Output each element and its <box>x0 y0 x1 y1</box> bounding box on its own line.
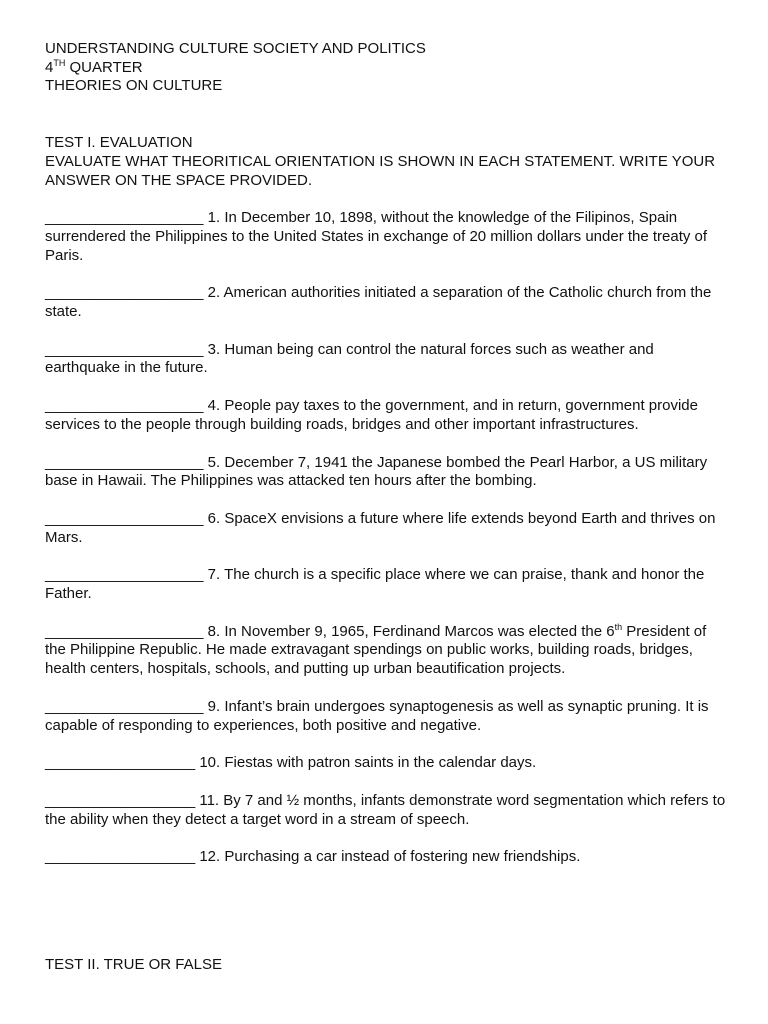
question-item <box>45 848 729 867</box>
test2-title: TEST II. TRUE OR FALSE <box>45 956 222 973</box>
quarter-word: QUARTER <box>65 58 143 76</box>
question-text: 11. By 7 and ½ months, infants demonstrate word segmentation which refers to the ability when they detect a target word in a stream of speech. <box>45 791 726 828</box>
answer-blank[interactable]: ___________________ <box>45 209 204 227</box>
spacer <box>45 190 729 209</box>
question-item <box>45 792 729 829</box>
topic-title: THEORIES ON CULTURE <box>45 77 223 95</box>
question-text: 3. Human being can control the natural forces such as weather and earthquake in the future. <box>45 340 654 377</box>
question-text: 10. Fiestas with patron saints in the calendar days. <box>195 754 537 772</box>
answer-blank[interactable]: ___________________ <box>45 453 204 471</box>
question-text: 9. Infant’s brain undergoes synaptogenesis as well as synaptic pruning. It is capable of responding to experiences, both positive and negative. <box>45 697 709 734</box>
answer-blank[interactable]: ___________________ <box>45 284 204 302</box>
answer-blank[interactable]: __________________ <box>45 754 196 772</box>
question-text-end: President of the Philippine Republic. He made extravagant spendings on public works, building roads, bridges, health centers, hospitals, schools, and putting up urban beautification projects. <box>45 622 707 678</box>
answer-blank[interactable]: ___________________ <box>45 566 204 584</box>
question-text: 2. American authorities initiated a separation of the Catholic church from the state. <box>45 284 712 321</box>
question-item <box>45 566 729 603</box>
question-item <box>45 623 729 679</box>
answer-blank[interactable]: ___________________ <box>45 622 204 640</box>
answer-blank[interactable]: ___________________ <box>45 509 204 527</box>
question-item <box>45 510 729 547</box>
question-item <box>45 698 729 735</box>
subject-title: UNDERSTANDING CULTURE SOCIETY AND POLITICS <box>45 40 426 57</box>
worksheet <box>45 40 729 886</box>
question-text: 4. People pay taxes to the government, and in return, government provide services to the people through building roads, bridges and other important infrastructures. <box>45 397 698 433</box>
answer-blank[interactable]: __________________ <box>45 848 196 866</box>
answer-blank[interactable]: __________________ <box>45 791 196 809</box>
test1-title: TEST I. EVALUATION <box>45 134 193 152</box>
question-text: 7. The church is a specific place where we can praise, thank and honor the Father. <box>45 566 705 603</box>
answer-blank[interactable]: ___________________ <box>45 397 204 415</box>
ordinal-suffix: th <box>614 621 623 632</box>
question-item <box>45 284 729 321</box>
question-item <box>45 397 729 434</box>
quarter-number: 4 <box>45 58 54 76</box>
question-item <box>45 754 729 773</box>
question-text: 6. SpaceX envisions a future where life extends beyond Earth and thrives on Mars. <box>45 509 716 546</box>
question-item <box>45 454 729 491</box>
quarter-ordinal: TH <box>53 57 66 68</box>
question-text: 5. December 7, 1941 the Japanese bombed the Pearl Harbor, a US military base in Hawaii. The Philippines was attacked ten hours after the bombing. <box>45 453 708 490</box>
question-text-start: 8. In November 9, 1965, Ferdinand Marcos was elected the 6 <box>203 622 615 640</box>
question-item <box>45 341 729 378</box>
question-text: 1. In December 10, 1898, without the knowledge of the Filipinos, Spain surrendered the Philippines to the United States in exchange of 20 million dollars under the treaty of Paris. <box>45 209 708 264</box>
test1-section <box>45 134 729 867</box>
answer-blank[interactable]: ___________________ <box>45 340 204 358</box>
quarter-label <box>45 59 729 78</box>
question-text: 12. Purchasing a car instead of fostering new friendships. <box>195 848 581 866</box>
test2-section <box>45 956 222 975</box>
worksheet-header <box>45 40 729 96</box>
question-item <box>45 209 729 265</box>
test1-instructions: EVALUATE WHAT THEORITICAL ORIENTATION IS SHOWN IN EACH STATEMENT. WRITE YOUR ANSWER ON THE SPACE PROVIDED. <box>45 152 719 189</box>
answer-blank[interactable]: ___________________ <box>45 697 204 715</box>
